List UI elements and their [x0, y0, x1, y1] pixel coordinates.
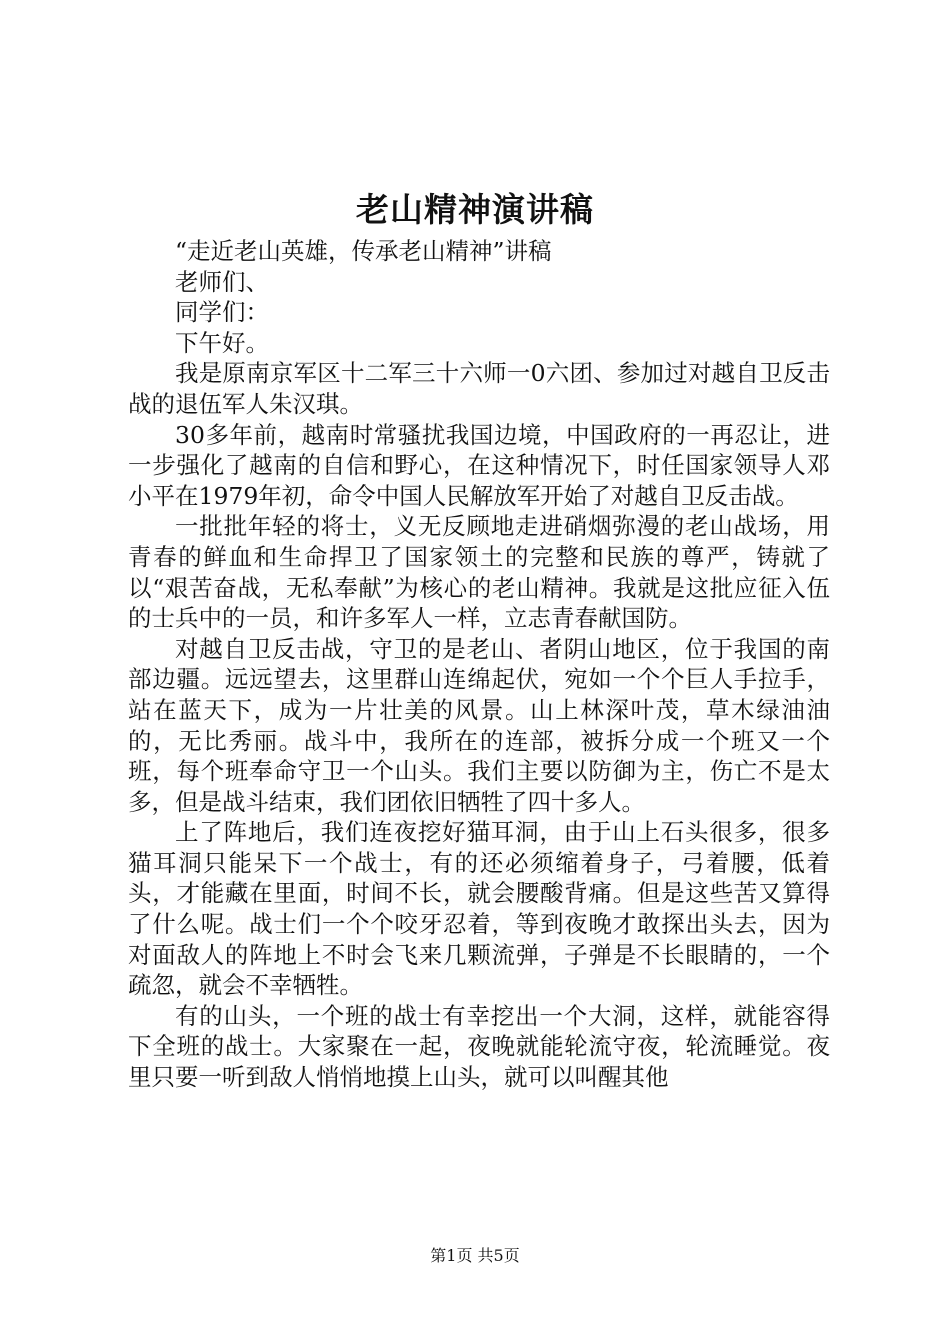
paragraph-subtitle: “走近老山英雄，传承老山精神”讲稿 — [175, 237, 552, 265]
paragraph-greeting-afternoon: 下午好。 — [175, 328, 269, 357]
paragraph-background: 30多年前，越南时常骚扰我国边境，中国政府的一再忍让，进一步强化了越南的自信和野心，在这种情况下，时任国家领导人邓小平在1979年初，命令中国人民解放军开始了对越自卫反击战。 — [128, 420, 830, 510]
paragraph-introduction: 我是原南京军区十二军三十六师一0六团、参加过对越自卫反击战的退伍军人朱汉琪。 — [128, 359, 830, 418]
paragraph-greeting-students: 同学们： — [175, 298, 269, 327]
paragraph-laoshan-area: 对越自卫反击战，守卫的是老山、者阴山地区，位于我国的南部边疆。远远望去，这里群山连绵起伏，宛如一个个巨人手拉手，站在蓝天下，成为一片壮美的风景。山上林深叶茂，草木绿油油的，无比秀丽。战斗中，我所在的连部，被拆分成一个班又一个班，每个班奉命守卫一个山头。我们主要以防御为主，伤亡不是太多，但是战斗结束，我们团依旧牺牲了四十多人。 — [128, 634, 830, 816]
paragraph-greeting-teachers: 老师们、 — [175, 267, 269, 296]
document-title: 老山精神演讲稿 — [356, 190, 594, 229]
page-footer: 第1页 共5页 — [430, 1246, 520, 1265]
document-body — [128, 236, 830, 1093]
paragraph-soldiers: 一批批年轻的将士，义无反顾地走进硝烟弥漫的老山战场，用青春的鲜血和生命捍卫了国家领土的完整和民族的尊严，铸就了以“艰苦奋战，无私奉献”为核心的老山精神。我就是这批应征入伍的士兵中的一员，和许多军人一样，立志青春献国防。 — [128, 512, 830, 633]
paragraph-cat-ear-holes: 上了阵地后，我们连夜挖好猫耳洞，由于山上石头很多，很多猫耳洞只能呆下一个战士，有的还必须缩着身子，弓着腰，低着头，才能藏在里面，时间不长，就会腰酸背痛。但是这些苦又算得了什么呢。战士们一个个咬牙忍着，等到夜晚才敢探出头去，因为对面敌人的阵地上不时会飞来几颗流弹，子弹是不长眼睛的，一个疏忽，就会不幸牺牲。 — [128, 818, 830, 1000]
paragraph-big-cave: 有的山头，一个班的战士有幸挖出一个大洞，这样，就能容得下全班的战士。大家聚在一起，夜晚就能轮流守夜，轮流睡觉。夜里只要一听到敌人悄悄地摸上山头，就可以叫醒其他 — [128, 1001, 830, 1092]
